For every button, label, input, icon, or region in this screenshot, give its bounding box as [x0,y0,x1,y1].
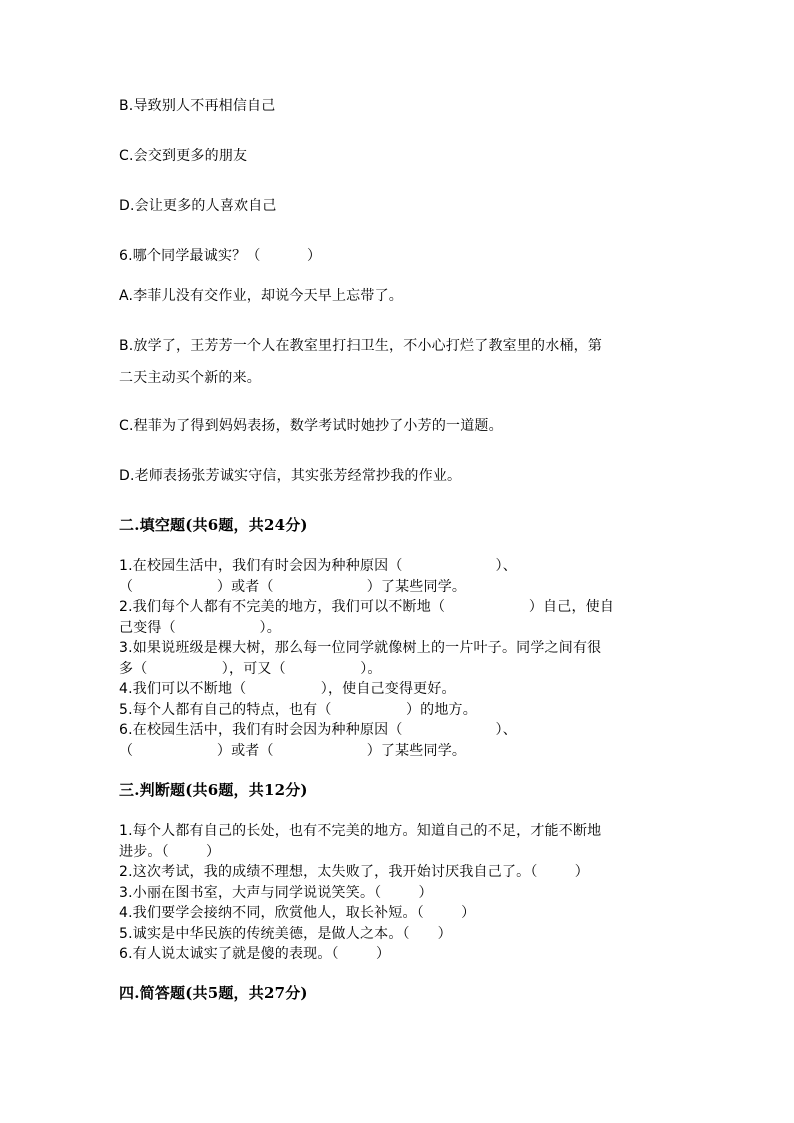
judge-line: 4.我们要学会接纳不同，欣赏他人，取长补短。（ ） [119,905,476,921]
section-true-false-title: 三.判断题(共6题，共12分) [119,781,308,799]
q6-option-b-line2: 二天主动买个新的来。 [119,370,261,386]
judge-line: 1.每个人都有自己的长处，也有不完美的地方。知道自己的不足，才能不断地 [119,823,602,839]
q6-option-d: D.老师表扬张芳诚实守信，其实张芳经常抄我的作业。 [119,468,462,484]
q6-stem: 6.哪个同学最诚实？（ ） [119,248,322,264]
q5-option-d: D.会让更多的人喜欢自己 [119,198,277,214]
q5-option-c: C.会交到更多的朋友 [119,148,248,164]
fill-line: 多（ ），可又（ ）。 [119,660,382,677]
fill-line: 4.我们可以不断地（ ），使自己变得更好。 [119,681,456,697]
q6-option-c: C.程菲为了得到妈妈表扬，数学考试时她抄了小芳的一道题。 [119,418,503,434]
judge-line: 进步。（ ） [119,843,221,860]
section-short-answer-title: 四.简答题(共5题，共27分) [119,984,308,1002]
q6-option-b-line1: B.放学了，王芳芳一个人在教室里打扫卫生，不小心打烂了教室里的水桶，第 [119,338,603,354]
section-fill-blank-title: 二.填空题(共6题，共24分) [119,516,308,534]
fill-line: （ ）或者（ ）了某些同学。 [119,578,467,595]
judge-line: 5.诚实是中华民族的传统美德，是做人之本。（ ） [119,925,452,942]
fill-line: （ ）或者（ ）了某些同学。 [119,742,467,759]
fill-line: 己变得（ ）。 [119,619,281,636]
q5-option-b: B.导致别人不再相信自己 [119,98,276,114]
fill-line: 3.如果说班级是棵大树，那么每一位同学就像树上的一片叶子。同学之间有很 [119,640,602,656]
judge-line: 3.小丽在图书室，大声与同学说说笑笑。（ ） [119,884,433,901]
judge-line: 2.这次考试，我的成绩不理想，太失败了，我开始讨厌我自己了。（ ） [119,864,589,880]
fill-line: 5.每个人都有自己的特点，也有（ ）的地方。 [119,701,477,718]
fill-line: 2.我们每个人都有不完美的地方，我们可以不断地（ ）自己，使自 [119,599,615,615]
fill-line: 6.在校园生活中，我们有时会因为种种原因（ ）、 [119,722,517,738]
fill-line: 1.在校园生活中，我们有时会因为种种原因（ ）、 [119,558,517,574]
judge-line: 6.有人说太诚实了就是傻的表现。（ ） [119,946,391,962]
q6-option-a: A.李菲儿没有交作业，却说今天早上忘带了。 [119,288,403,304]
